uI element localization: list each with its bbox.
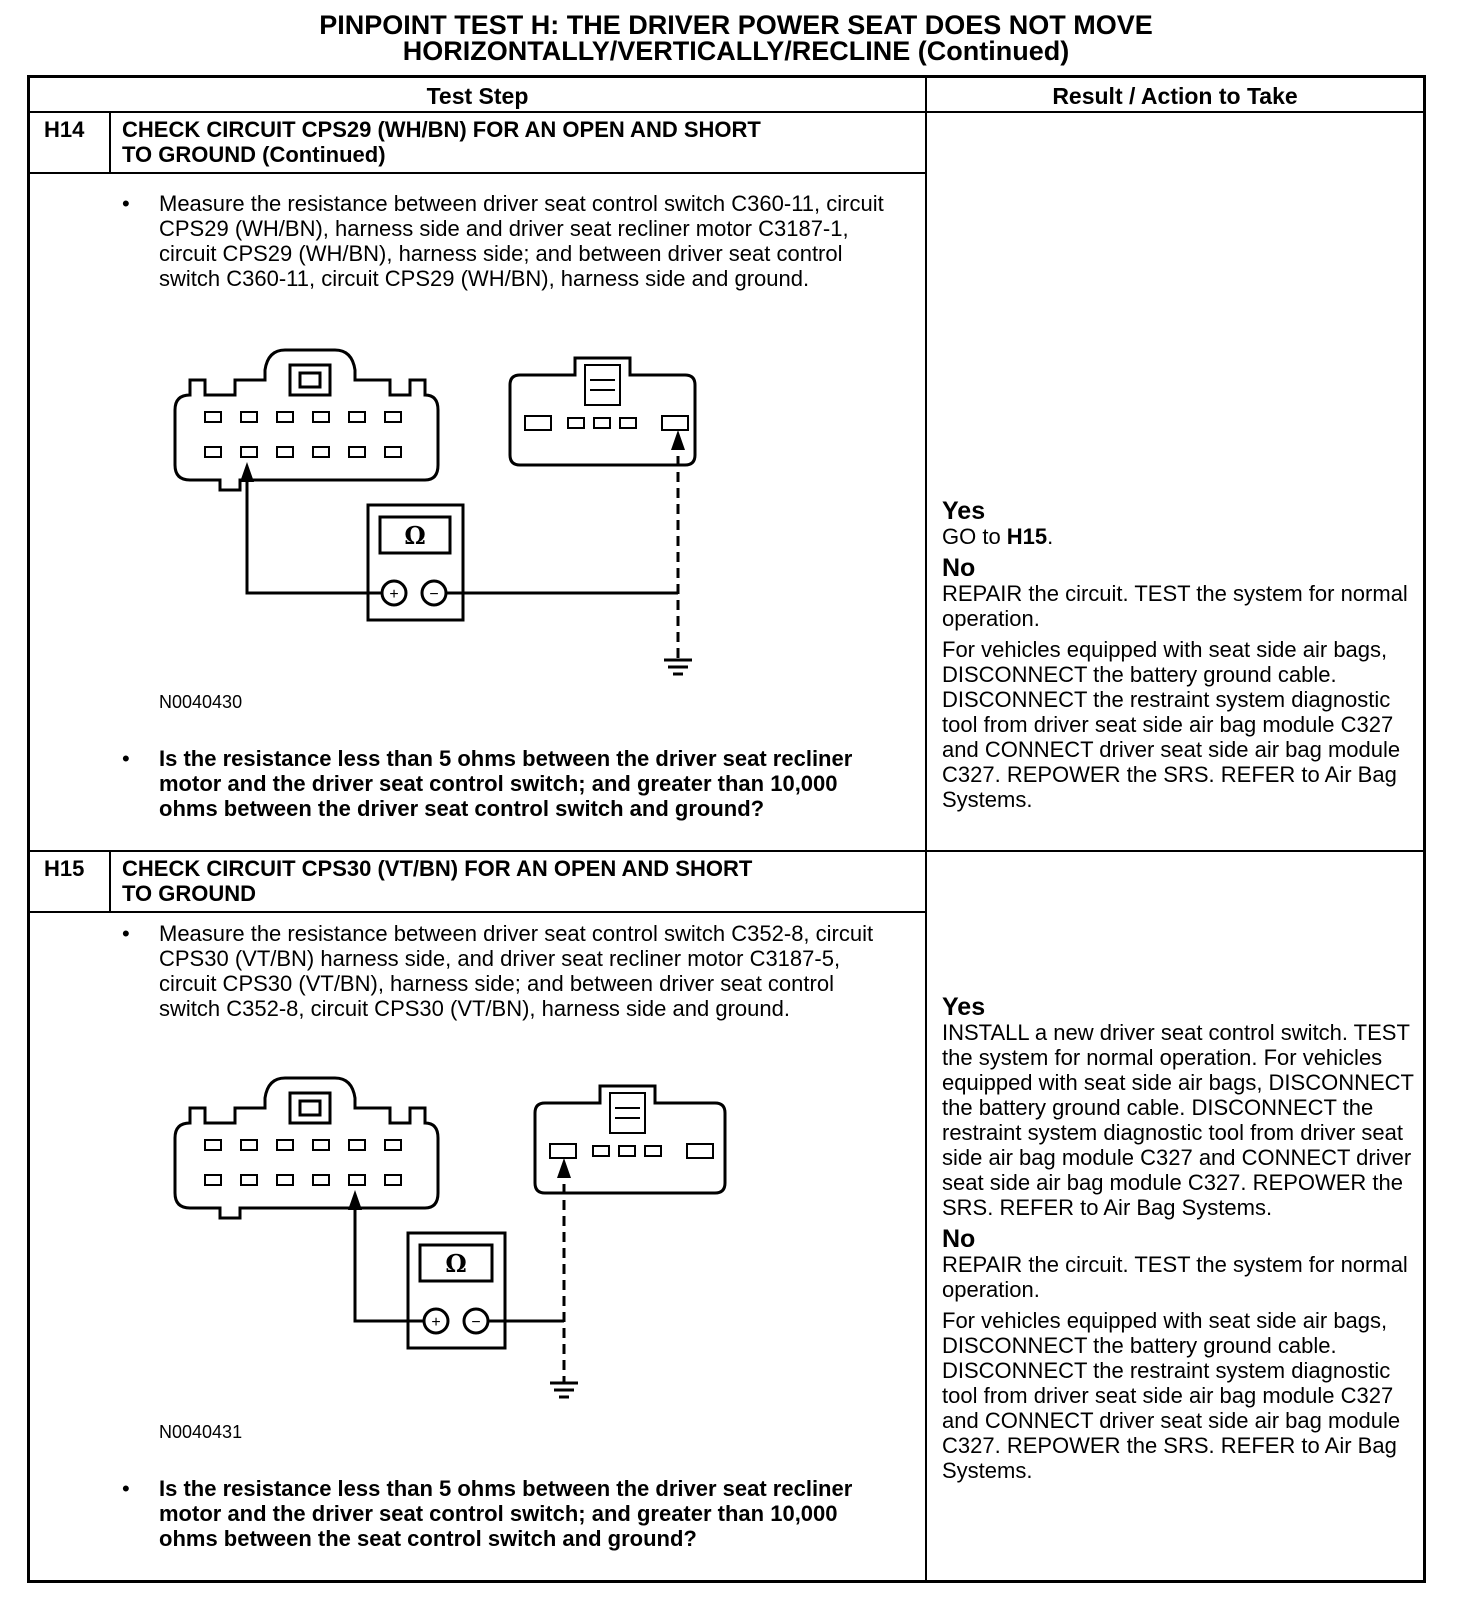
yes-label: Yes — [942, 993, 986, 1021]
h14-positive-lead — [247, 478, 382, 593]
h15-figure-id: N0040431 — [159, 1422, 243, 1442]
step-title-h14-line1: CHECK CIRCUIT CPS29 (WH/BN) FOR AN OPEN AND SHORT — [122, 117, 761, 142]
table-border-bottom — [27, 1580, 1426, 1583]
step-title-h15-line2: TO GROUND — [122, 881, 257, 906]
h15-plus-terminal: + — [431, 1314, 441, 1331]
h15-positive-lead — [355, 1206, 424, 1321]
h15-title-divider — [27, 911, 925, 913]
bullet: • — [122, 191, 130, 216]
table-border-top — [27, 75, 1426, 78]
h14-no-airbag-note: For vehicles equipped with seat side air bags, DISCONNECT the battery ground cable. DISCONNECT the restraint system diagnostic tool from driver seat side air bag module C327 and CONNECT driver seat side air bag module C327. REPOWER the SRS. REFER to Air Bag Systems. — [942, 637, 1401, 812]
step-id-h14: H14 — [44, 117, 85, 142]
h14-motor-connector — [510, 358, 695, 465]
h15-connector-diagram — [170, 1078, 750, 1408]
page-title-line2: HORIZONTALLY/VERTICALLY/RECLINE (Continued) — [402, 36, 1070, 66]
h15-no-action: REPAIR the circuit. TEST the system for normal operation. — [942, 1252, 1408, 1302]
h15-question: Is the resistance less than 5 ohms between the driver seat recliner motor and the driver seat control switch; and greater than 10,000 ohms between the seat control switch and ground? — [159, 1476, 853, 1551]
column-divider — [925, 75, 927, 1583]
h15-ohm-symbol: Ω — [445, 1249, 467, 1278]
h15-yes-action: INSTALL a new driver seat control switch. TEST the system for normal operation. For vehicles equipped with seat side air bags, DISCONNECT the battery ground cable. DISCONNECT the restraint system diagnostic tool from driver seat side air bag module C327 and CONNECT driver seat side air bag module C327. REPOWER the SRS. REFER to Air Bag Systems. — [942, 1020, 1414, 1220]
no-label: No — [942, 1225, 976, 1253]
no-label: No — [942, 554, 976, 582]
bullet: • — [122, 746, 130, 771]
h14-question: Is the resistance less than 5 ohms between the driver seat recliner motor and the driver seat control switch; and greater than 10,000 ohms between the driver seat control switch and ground? — [159, 746, 853, 821]
h14-plus-terminal: + — [389, 586, 399, 603]
h14-switch-connector — [175, 350, 438, 490]
yes-label: Yes — [942, 497, 986, 525]
h15-instruction: Measure the resistance between driver seat control switch C352-8, circuit CPS30 (VT/BN) harness side, and driver seat recliner motor C3187-5, circuit CPS30 (VT/BN), harness side; and between driver seat control switch C352-8, circuit CPS30 (VT/BN), harness side and ground. — [159, 921, 874, 1021]
step-divider — [27, 850, 1426, 852]
h14-figure-id: N0040430 — [159, 692, 243, 712]
bullet: • — [122, 921, 130, 946]
h14-no-action: REPAIR the circuit. TEST the system for normal operation. — [942, 581, 1408, 631]
h14-instruction: Measure the resistance between driver seat control switch C360-11, circuit CPS29 (WH/BN), harness side and driver seat recliner motor C3187-1, circuit CPS29 (WH/BN), harness side; and between driver seat control switch C360-11, circuit CPS29 (WH/BN), harness side and ground. — [159, 191, 884, 291]
h14-result — [942, 498, 1420, 812]
h14-title-divider — [27, 172, 925, 174]
h15-switch-connector — [175, 1078, 438, 1218]
step-link-h15[interactable]: H15 — [1006, 524, 1048, 549]
h14-ohm-symbol: Ω — [404, 521, 426, 550]
step-title-h15-line1: CHECK CIRCUIT CPS30 (VT/BN) FOR AN OPEN AND SHORT — [122, 856, 753, 881]
h14-minus-terminal: − — [429, 586, 439, 603]
h14-yes-action: GO to H15. — [942, 524, 1054, 549]
h15-no-airbag-note: For vehicles equipped with seat side air bags, DISCONNECT the battery ground cable. DISCONNECT the restraint system diagnostic tool from driver seat side air bag module C327 and CONNECT driver seat side air bag module C327. REPOWER the SRS. REFER to Air Bag Systems. — [942, 1308, 1401, 1483]
h14-connector-diagram — [170, 350, 730, 680]
h15-result — [942, 994, 1420, 1483]
col-header-test-step: Test Step — [426, 83, 529, 109]
bullet: • — [122, 1476, 130, 1501]
table-border-left — [27, 75, 30, 1583]
step-id-h15: H15 — [44, 856, 85, 881]
table-border-right — [1423, 75, 1426, 1583]
page-title-line1: PINPOINT TEST H: THE DRIVER POWER SEAT DOES NOT MOVE — [319, 10, 1153, 40]
h15-id-divider — [109, 850, 111, 912]
h14-id-divider — [109, 111, 111, 173]
header-divider — [27, 111, 1426, 113]
col-header-result: Result / Action to Take — [1052, 83, 1298, 109]
h15-minus-terminal: − — [471, 1314, 481, 1331]
step-title-h14-line2: TO GROUND (Continued) — [122, 142, 386, 167]
